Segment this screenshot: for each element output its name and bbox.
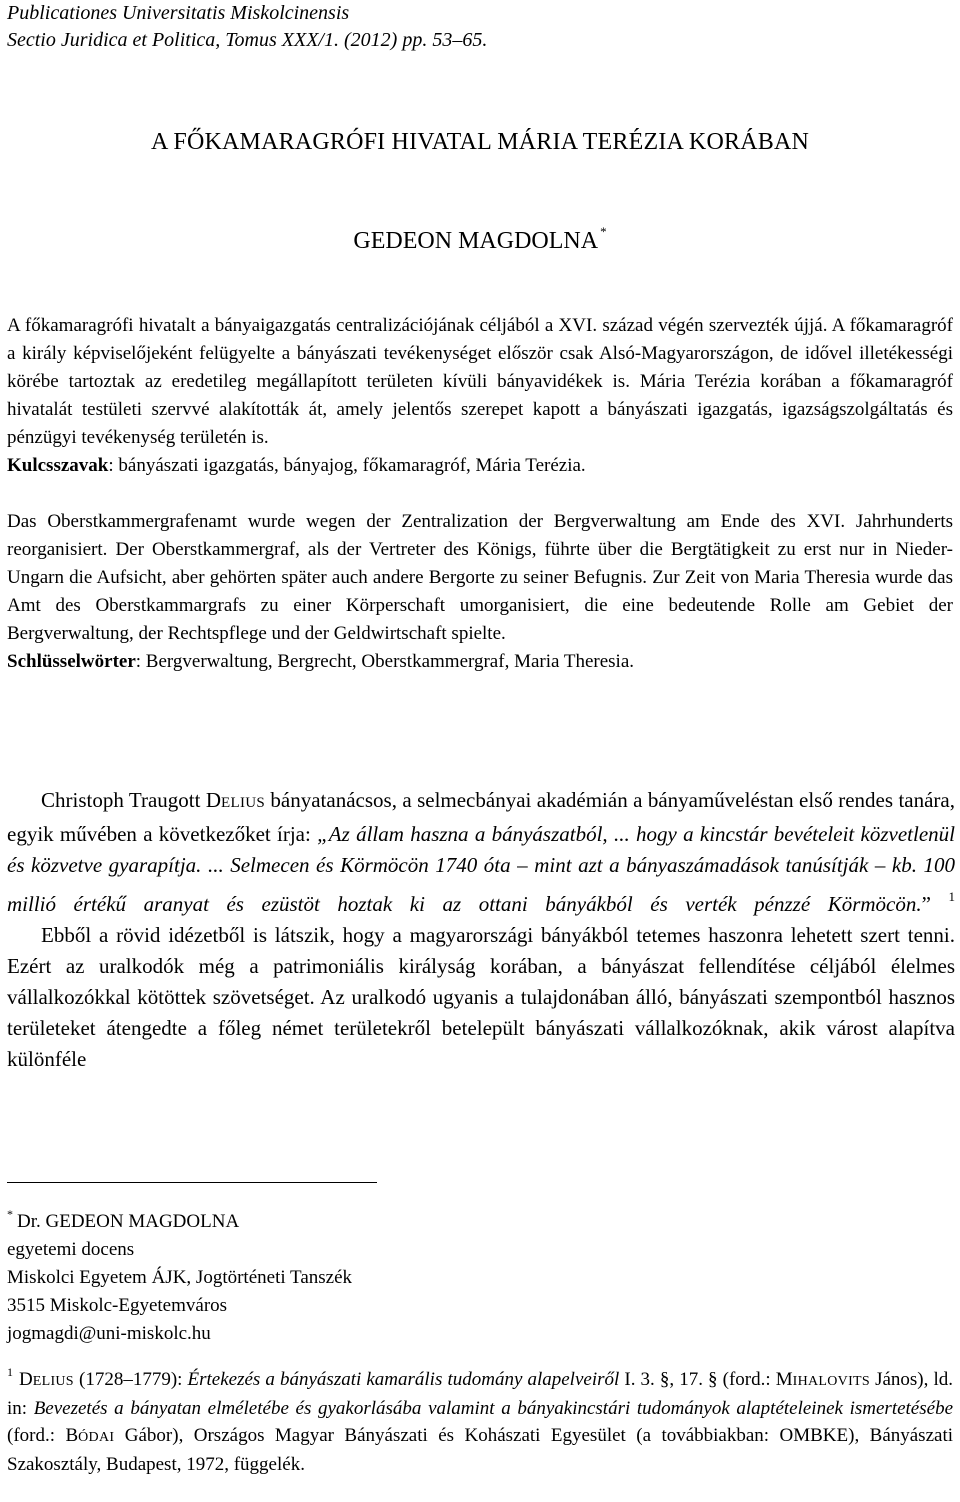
author-address: 3515 Miskolc-Egyetemváros (7, 1295, 228, 1316)
footnote-1-title-1: Értekezés a bányászati kamarális tudomány alapelveiről (187, 1369, 620, 1390)
journal-issue: Sectio Juridica et Politica, Tomus XXX/1. (2012) pp. 53–65. (7, 29, 488, 51)
author-footnote-symbol: * (7, 1207, 13, 1221)
abstract-hungarian: A főkamaragrófi hivatalt a bányaigazgatás centralizációjának céljából a XVI. század végén szervezték újjá. A főkamaragróf a király képviselőjeként felügyelte a bányászati tevékenységet először csak Alsó-Magyarországon, de idővel illetékességi körébe tartoztak az eredetileg megállapított területen kívüli bányavidékek is. Mária Terézia korában a főkamaragróf hivatalát testületi szervvé alakították át, amely jelentős szerepet kapott a bányászati igazgatás, igazságszolgáltatás és pénzügyi tevékenység területén is. (7, 315, 953, 448)
keywords-label: Kulcsszavak (7, 455, 109, 476)
footnote-ref-1[interactable]: 1 (948, 889, 956, 904)
keywords-hungarian (7, 452, 953, 480)
author-name: GEDEON MAGDOLNA (353, 228, 599, 254)
author-institution: Miskolci Egyetem ÁJK, Jogtörténeti Tanszék (7, 1267, 353, 1288)
journal-header (7, 0, 487, 54)
abstract-german: Das Oberstkammergrafenamt wurde wegen der Zentralization der Bergverwaltung am Ende des XVI. Jahrhunderts reorganisiert. Der Oberstkammergraf, als der Vertreter des Königs, führte über die Bergtätigkeit zu erst nur in Nieder-Ungarn die Aufsicht, aber gehörten später auch andere Bergorte zu seiner Befugnis. Zur Zeit von Maria Theresia wurde das Amt des Oberstkammargrafs zu einer Körperschaft umorganisiert, die eine bedeutende Rolle am Gebiet der Bergverwaltung, der Rechtspflege und der Geldwirtschaft spielte. (7, 511, 953, 644)
author-email[interactable]: jogmagdi@uni-miskolc.hu (7, 1323, 211, 1344)
abstracts (7, 312, 953, 676)
schluesselwoerter-label: Schlüsselwörter (7, 651, 136, 672)
author-footnote-name: Dr. GEDEON MAGDOLNA (17, 1211, 240, 1232)
schluesselwoerter-list: : Bergverwaltung, Bergrecht, Oberstkammergraf, Maria Theresia. (135, 651, 634, 672)
footnote-separator (7, 1182, 377, 1183)
footnote-1: $^1$ DELIUS (1728–1779): Értekezés a bányászati kamarális tudomány alapelveiről I. 3. §, 17. § (ford.: MIHALOVITS János), ld. in: Bevezetés a bányatan elméletébe és gyakorlásába valamint a bányakincstári tudományok alaptételeinek ismertetésébe (ford.: BÓDAI Gábor), Országos Magyar Bányászati és Kohászati Egyesület (a továbbiakban: OMBKE), Bányászati Szakosztály, Budapest, 1972, függelék. (7, 1365, 954, 1475)
author-position: egyetemi docens (7, 1239, 135, 1260)
body-paragraph-2: Ebből a rövid idézetből is látszik, hogy a magyarországi bányákból tetemes haszonra lehetett szert tenni. Ezért az uralkodók még a patrimoniális királyság korában, a bányászat fellendítése céljából élelmes vállalkozókkal kötöttek szövetséget. Az uralkodó ugyanis a tulajdonában álló, bányászati szempontból hasznos területeket átengedte a főleg német területekről betelepült bányászati vállalkozóknak, akik várost alapítva különféle (7, 923, 955, 1071)
keywords-list: : bányászati igazgatás, bányajog, főkamaragróf, Mária Terézia. (108, 455, 586, 476)
article-title: A FŐKAMARAGRÓFI HIVATAL MÁRIA TERÉZIA KORÁBAN (150, 129, 810, 155)
article-author (0, 224, 960, 255)
journal-name: Publicationes Universitatis Miskolcinensis (7, 2, 350, 24)
delius-quote: „Az állam haszna a bányászatból, ... hogy a kincstár bevételeit közvetlenül és közvetve gyarapítja. ... Selmecen és Körmöcön 1740 óta – mint azt a bányaszámadások tanúsítják – kb. 100 millió értékű aranyat és ezüstöt hoztak ki az ottani bányákból és verték pénzzé Körmöcön. (7, 822, 955, 916)
author-footnote-mark[interactable]: * (600, 224, 607, 239)
body-paragraph-1: Christoph Traugott DELIUS bányatanácsos, a selmecbányai akadémián a bányaműveléstan első rendes tanára, egyik művében a következőket írja: „Az állam haszna a bányászatból, ... hogy a kincstár bevételeit közvetlenül és közvetve gyarapítja. ... Selmecen és Körmöcön 1740 óta – mint azt a bányaszámadások tanúsítják – kb. 100 millió értékű aranyat és ezüstöt hoztak ki az ottani bányákból és verték pénzzé Körmöcön.” $^1$ (7, 788, 956, 916)
footnote-1-title-2: Bevezetés a bányatan elméletébe és gyakorlásába valamint a bányakincstári tudományok alaptételeinek ismertetésébe (33, 1398, 954, 1419)
author-footnote (7, 1200, 352, 1348)
keywords-german (7, 648, 953, 676)
footnote-1-mark: 1 (7, 1365, 13, 1379)
article-body (7, 785, 955, 1075)
